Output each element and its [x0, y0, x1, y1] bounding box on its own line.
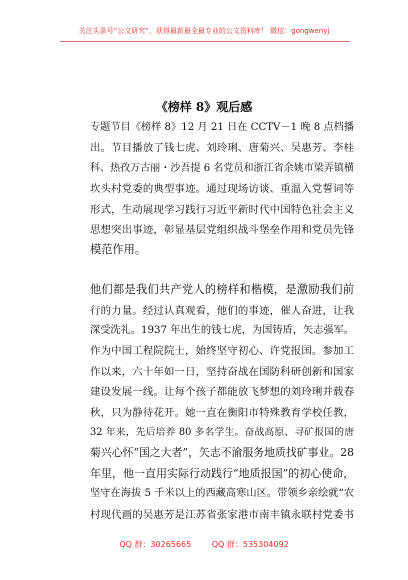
- text-line: 深受洗礼。1937 年出生的钱七虎，为国铸盾，矢志强军。: [90, 325, 354, 337]
- text-line: 出。节目播放了钱七虎、刘玲琍、唐菊兴、吴惠芳、李桂: [90, 142, 354, 155]
- text-line: 作为中国工程院院士，始终坚守初心、许党报国。参加工: [90, 345, 354, 358]
- text-line: 作以来，六十年如一日，坚持奋战在国防科研创新和国家: [90, 365, 354, 378]
- text-line: 形式，生动展现学习践行习近平新时代中国特色社会主义: [90, 203, 354, 216]
- text-line: 行的力量。经过认真观看，他们的事迹，催人奋进，让我: [90, 304, 354, 317]
- footer-qq-group-1: QQ 群：30265665: [119, 540, 192, 549]
- text-line: 科、热孜万古丽・沙吾提 6 名党员和浙江省余姚市梁弄镇横: [90, 162, 354, 174]
- text-line: 他们都是我们共产党人的榜样和楷模，是激励我们前: [90, 283, 354, 297]
- document-body: [90, 118, 354, 525]
- paragraph: [90, 280, 354, 525]
- text-line: 专题节目《榜样 8》12 月 21 日在 CCTV－1 晚 8 点档播: [90, 122, 355, 133]
- text-line: 坎头村党委的典型事迹。通过现场访谈、重温入党誓词等: [90, 183, 354, 196]
- text-line: 32 年来，先后培养 80 多名学生。奋战高原、寻矿报国的唐: [90, 426, 354, 438]
- page-footer: [0, 539, 408, 550]
- page-header-notice: 关注头条号“公文研究”，获得最新最全最专业的公文资料库！ 微信：gongwenyj: [78, 27, 330, 35]
- text-line: 菊兴心怀“国之大者”，矢志不渝服务地质找矿事业。28: [90, 446, 354, 460]
- paragraph-gap: [90, 261, 354, 281]
- text-line: 思想突出事迹，彰显基层党组织战斗堡垒作用和党员先锋: [90, 223, 354, 236]
- text-line: 模范作用。: [90, 243, 146, 257]
- footer-qq-group-2: QQ 群：535304092: [211, 540, 289, 549]
- text-line: 坚守在海拔 5 千米以上的西藏高寒山区。带领乡亲绘就“农: [90, 488, 354, 500]
- text-line: 年里，他一直用实际行动践行“地质报国”的初心使命，: [90, 466, 355, 480]
- document-title: 《榜样 8》观后感: [155, 100, 253, 114]
- text-line: 建设发展一线。让每个孩子都能放飞梦想的刘玲琍并载春: [90, 386, 354, 399]
- header-divider: [60, 41, 350, 42]
- paragraph: [90, 118, 354, 261]
- text-line: 村现代画的吴惠芳是江苏省张家港市南丰镇永联村党委书: [90, 508, 354, 521]
- text-line: 秋，只为静待花开。她一直在衡阳市特殊教育学校任教，: [90, 406, 354, 419]
